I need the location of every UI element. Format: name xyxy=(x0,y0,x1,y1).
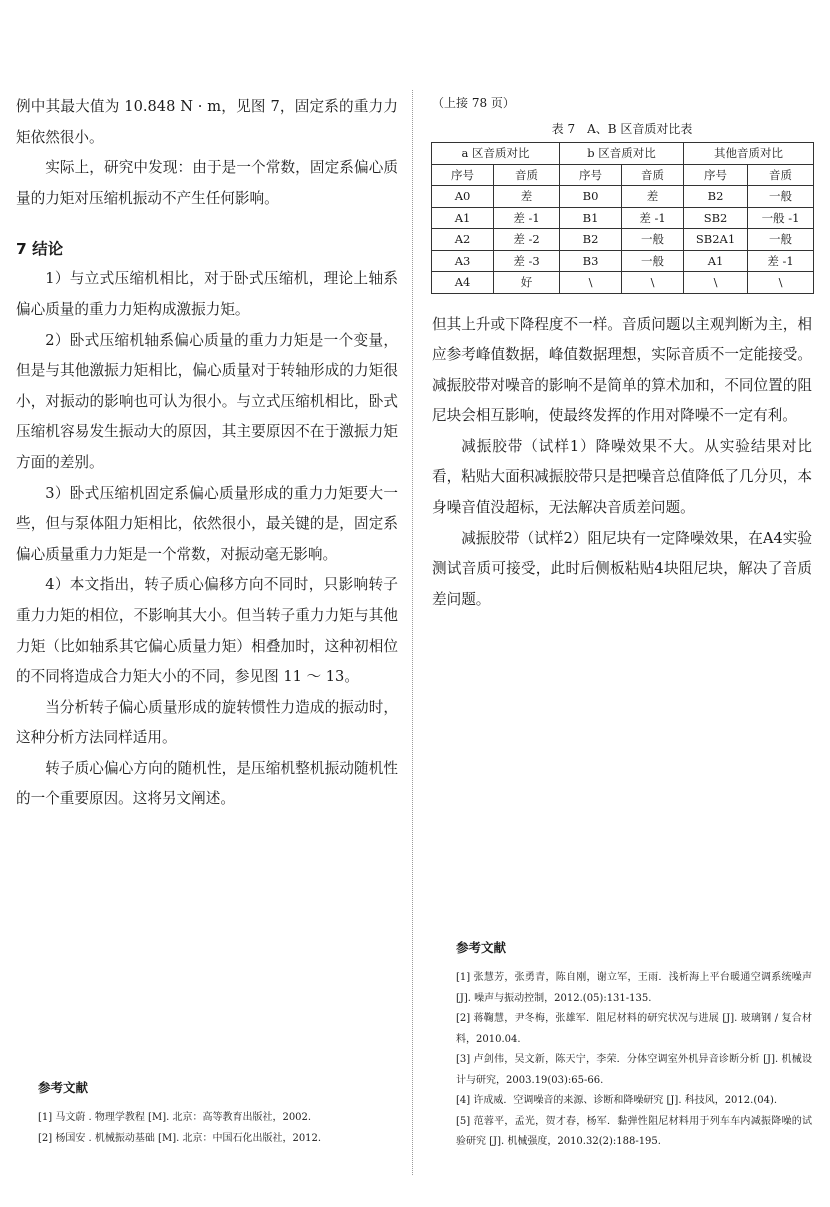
table-cell: 差 xyxy=(622,186,684,208)
column-divider xyxy=(412,90,413,1175)
table-cell: 一般 xyxy=(748,186,814,208)
table-cell: 差 -2 xyxy=(494,229,560,251)
table-group-header: a 区音质对比 xyxy=(432,143,560,165)
paragraph: 例中其最大值为 10.848 N · m，见图 7，固定系的重力力矩依然很小。 xyxy=(16,98,398,146)
continued-note: （上接 78 页） xyxy=(432,96,515,110)
table-cell: SB2A1 xyxy=(684,229,748,251)
right-column xyxy=(432,94,812,615)
table-cell: \ xyxy=(684,272,748,294)
reference-item: [2] 杨国安 . 机械振动基础 [M]. 北京：中国石化出版社，2012. xyxy=(38,1132,322,1144)
table-cell: \ xyxy=(622,272,684,294)
table-cell: 一般 xyxy=(622,229,684,251)
table-cell: B1 xyxy=(560,207,622,229)
table-cell: 一般 xyxy=(748,229,814,251)
table-cell: A3 xyxy=(432,250,494,272)
table-subheader: 序号 xyxy=(684,164,748,186)
reference-item: [3] 卢剑伟，吴文新，陈天宁，李荣．分体空调室外机异音诊断分析 [J]. 机械设计与研究，2003.19(03):65-66. xyxy=(456,1054,812,1086)
table-subheader: 序号 xyxy=(432,164,494,186)
paragraph: 当分析转子偏心质量形成的旋转惯性力造成的振动时，这种分析方法同样适用。 xyxy=(16,698,398,747)
paragraph: 3）卧式压缩机固定系偏心质量形成的重力力矩要大一些，但与泵体阻力矩相比，依然很小，最关键的是，固定系偏心质量重力力矩是一个常数，对振动毫无影响。 xyxy=(16,484,398,563)
table-cell: 一般 -1 xyxy=(748,207,814,229)
table-row xyxy=(432,229,814,251)
table-cell: A4 xyxy=(432,272,494,294)
table-cell: B3 xyxy=(560,250,622,272)
table-cell: A2 xyxy=(432,229,494,251)
table-cell: 一般 xyxy=(622,250,684,272)
table-cell: 差 xyxy=(494,186,560,208)
reference-item: [4] 许成威．空调噪音的来源、诊断和降噪研究 [J]. 科技风，2012.(04). xyxy=(456,1095,778,1106)
reference-item: [1] 张慧芳，张勇青，陈自刚，谢立军，王雨．浅析海上平台暖通空调系统噪声 [J]. 噪声与振动控制，2012.(05):131-135. xyxy=(456,972,812,1004)
paragraph: 1）与立式压缩机相比，对于卧式压缩机，理论上轴系偏心质量的重力力矩构成激振力矩。 xyxy=(16,270,398,318)
right-references xyxy=(456,938,812,1153)
table-cell: A0 xyxy=(432,186,494,208)
table-cell: \ xyxy=(560,272,622,294)
table-cell: A1 xyxy=(684,250,748,272)
references-title: 参考文献 xyxy=(456,940,507,955)
table-cell: B0 xyxy=(560,186,622,208)
reference-item: [1] 马文蔚 . 物理学教程 [M]. 北京：高等教育出版社，2002. xyxy=(38,1112,312,1123)
left-intro-text xyxy=(16,92,398,214)
left-references xyxy=(38,1078,398,1149)
table-subheader: 序号 xyxy=(560,164,622,186)
left-column xyxy=(16,92,398,815)
table-caption: 表 7 A、B 区音质对比表 xyxy=(551,122,693,136)
table-cell: 差 -1 xyxy=(748,250,814,272)
table-cell: 差 -1 xyxy=(622,207,684,229)
table-cell: 好 xyxy=(494,272,560,294)
reference-item: [5] 范蓉平，孟光，贺才春，杨军．黏弹性阻尼材料用于列车车内减振降噪的试验研究 [J]. 机械强度，2010.32(2):188-195. xyxy=(456,1115,812,1147)
right-body-text xyxy=(432,310,812,616)
table-cell: SB2 xyxy=(684,207,748,229)
table-cell: 差 -3 xyxy=(494,250,560,272)
table-group-header-row xyxy=(432,143,814,165)
table-group-header: 其他音质对比 xyxy=(684,143,814,165)
table-cell: 差 -1 xyxy=(494,207,560,229)
section-heading-conclusion: 7 结论 xyxy=(16,240,64,259)
sound-quality-table xyxy=(431,142,814,294)
paragraph: 减振胶带（试样2）阻尼块有一定降噪效果，在A4实验测试音质可接受，此时后侧板粘贴4块阻尼块，解决了音质差问题。 xyxy=(432,529,812,608)
table-cell: B2 xyxy=(560,229,622,251)
table-row xyxy=(432,272,814,294)
table-row xyxy=(432,250,814,272)
table-subheader: 音质 xyxy=(494,164,560,186)
conclusion-text xyxy=(16,264,398,815)
reference-item: [2] 蒋鞠慧，尹冬梅，张雄军．阻尼材料的研究状况与进展 [J]. 玻璃钢 / 复合材料，2010.04. xyxy=(456,1013,812,1045)
table-subheader: 音质 xyxy=(622,164,684,186)
table-subheader-row xyxy=(432,164,814,186)
paragraph: 4）本文指出，转子质心偏移方向不同时，只影响转子重力力矩的相位，不影响其大小。但当转子重力力矩与其他力矩（比如轴系其它偏心质量力矩）相叠加时，这种初相位的不同将造成合力矩大小的不同，参见图 11 ～ 13。 xyxy=(16,576,398,686)
paragraph: 但其上升或下降程度不一样。音质问题以主观判断为主，相应参考峰值数据，峰值数据理想，实际音质不一定能接受。减振胶带对噪音的影响不是简单的算术加和，不同位置的阻尼块会相互影响，使最终发挥的作用对降噪不一定有利。 xyxy=(432,315,812,425)
table-cell: B2 xyxy=(684,186,748,208)
paragraph: 减振胶带（试样1）降噪效果不大。从实验结果对比看，粘贴大面积减振胶带只是把噪音总值降低了几分贝，本身噪音值没超标，无法解决音质差问题。 xyxy=(432,437,812,517)
paragraph: 实际上，研究中发现：由于是一个常数，固定系偏心质量的力矩对压缩机振动不产生任何影响。 xyxy=(16,159,398,207)
table-cell: \ xyxy=(748,272,814,294)
paragraph: 2）卧式压缩机轴系偏心质量的重力力矩是一个变量，但是与其他激振力矩相比，偏心质量对于转轴形成的力矩很小，对振动的影响也可认为很小。与立式压缩机相比，卧式压缩机容易发生振动大的原因，其主要原因不在于激振力矩方面的差别。 xyxy=(16,331,398,471)
references-title: 参考文献 xyxy=(38,1080,89,1095)
table-row xyxy=(432,207,814,229)
paragraph: 转子质心偏心方向的随机性，是压缩机整机振动随机性的一个重要原因。这将另文阐述。 xyxy=(16,759,398,808)
table-row xyxy=(432,186,814,208)
table-group-header: b 区音质对比 xyxy=(560,143,684,165)
table-cell: A1 xyxy=(432,207,494,229)
table-subheader: 音质 xyxy=(748,164,814,186)
